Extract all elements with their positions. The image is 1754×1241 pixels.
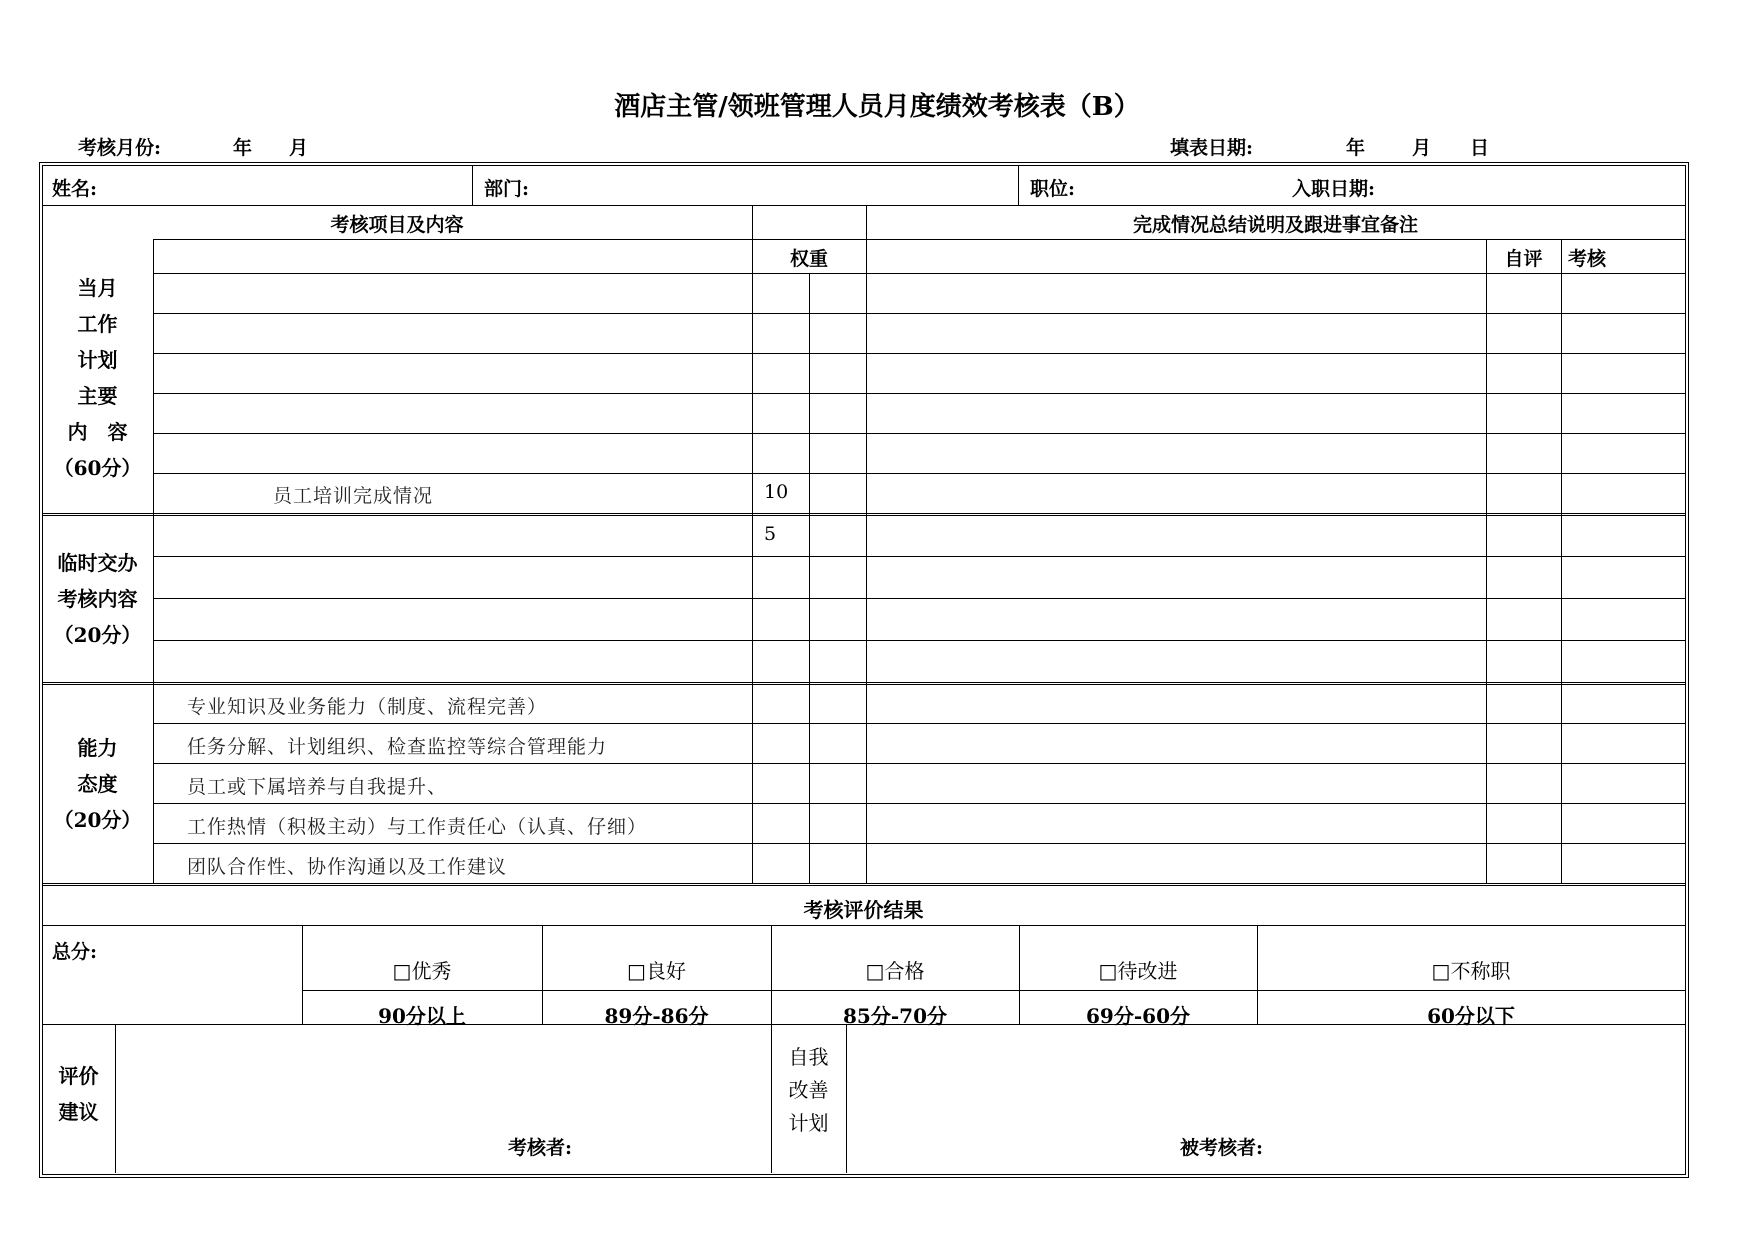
column-header-weight: 权重 [789, 248, 828, 270]
fill-date-label: 填表日期: [1170, 137, 1254, 159]
temporary-tasks-section-label: 临时交办 考核内容 （20分） [53, 551, 142, 647]
grade-range: 69分-60分 [1086, 1004, 1190, 1028]
grade-range: 89分-86分 [604, 1004, 709, 1028]
fill-date-day: 日 [1470, 137, 1490, 159]
reviewer-label: 考核者: [508, 1137, 573, 1159]
column-header-self-eval: 自评 [1504, 248, 1543, 270]
position-label: 职位: [1030, 178, 1076, 200]
assessment-month-year: 年 [233, 137, 253, 159]
grade-pass-checkbox[interactable]: □合格 [865, 959, 925, 983]
column-header-items: 考核项目及内容 [330, 214, 464, 236]
grade-excellent-checkbox[interactable]: □优秀 [392, 959, 452, 983]
grade-range: 90分以上 [378, 1004, 466, 1028]
training-weight: 10 [764, 481, 789, 503]
ability-item: 任务分解、计划组织、检查监控等综合管理能力 [187, 736, 608, 758]
column-header-review: 考核 [1568, 248, 1607, 270]
grade-range: 85分-70分 [843, 1004, 947, 1028]
evaluation-suggestion-label: 评价 建议 [58, 1064, 99, 1124]
assessment-month-month: 月 [289, 137, 309, 159]
hire-date-label: 入职日期: [1292, 178, 1376, 200]
fill-date-month: 月 [1412, 137, 1432, 159]
ability-item: 员工或下属培养与自我提升、 [187, 776, 448, 798]
fill-date-year: 年 [1346, 137, 1366, 159]
grade-range: 60分以下 [1427, 1004, 1515, 1028]
monthly-work-plan-section-label: 当月 工作 计划 主要 内 容 （60分） [53, 276, 142, 480]
name-label: 姓名: [52, 178, 98, 200]
ability-item: 工作热情（积极主动）与工作责任心（认真、仔细） [187, 816, 648, 838]
assessment-month-label: 考核月份: [78, 137, 162, 159]
reviewee-label: 被考核者: [1180, 1137, 1264, 1159]
ability-item: 专业知识及业务能力（制度、流程完善） [187, 696, 548, 718]
column-header-summary: 完成情况总结说明及跟进事宜备注 [1132, 214, 1418, 236]
grade-unqualified-checkbox[interactable]: □不称职 [1431, 959, 1511, 983]
grade-improve-checkbox[interactable]: □待改进 [1098, 959, 1178, 983]
training-item-label: 员工培训完成情况 [273, 485, 434, 507]
self-improvement-plan-label: 自我 改善 计划 [788, 1045, 829, 1135]
department-label: 部门: [484, 178, 530, 200]
ability-attitude-section-label: 能力 态度 （20分） [53, 736, 142, 832]
grade-good-checkbox[interactable]: □良好 [627, 959, 686, 983]
temporary-first-weight: 5 [764, 523, 777, 545]
form-title: 酒店主管/领班管理人员月度绩效考核表（B） [614, 92, 1140, 122]
result-heading: 考核评价结果 [803, 898, 924, 922]
ability-item: 团队合作性、协作沟通以及工作建议 [187, 856, 508, 878]
total-score-label: 总分: [52, 941, 98, 963]
